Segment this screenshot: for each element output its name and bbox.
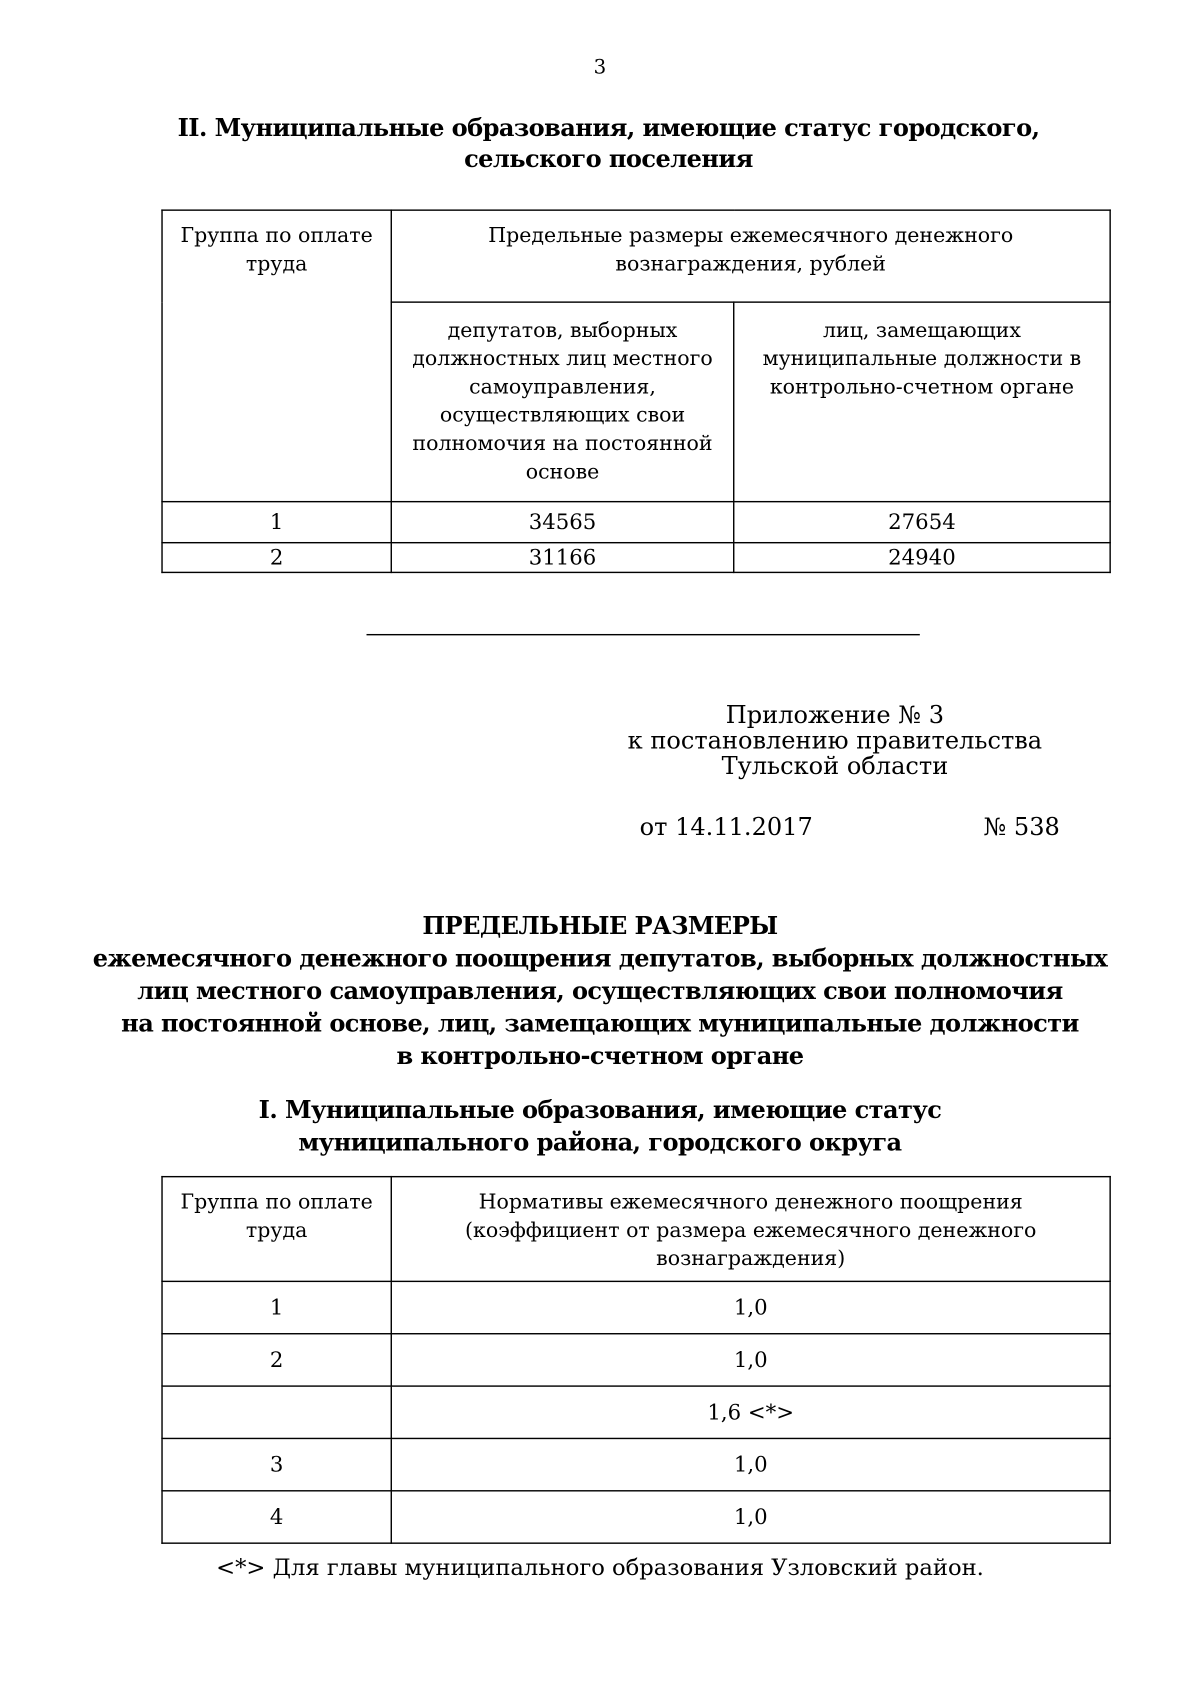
section1-title-line1: I. Муниципальные образования, имеющие статус	[258, 1096, 942, 1126]
cell-group: 2	[162, 1334, 391, 1386]
section2-title-line1: II. Муниципальные образования, имеющие статус городского,	[177, 114, 1040, 143]
table-row	[162, 1491, 1110, 1543]
main-title-line5: в контрольно-счетном органе	[396, 1042, 804, 1072]
approval-date: от 14.11.2017	[639, 813, 813, 842]
section2-table	[161, 209, 1111, 573]
cell-value: 1,0	[391, 1491, 1110, 1543]
section1-title-line2: муниципального района, городского округа	[298, 1129, 902, 1158]
table-row	[162, 1386, 1110, 1438]
cell-control: 24940	[734, 543, 1110, 573]
appendix-line2: к постановлению правительства	[627, 727, 1043, 756]
col-header-group: Группа по оплате труда	[162, 210, 391, 502]
col-header-span: Предельные размеры ежемесячного денежного вознаграждения, рублей	[391, 210, 1110, 302]
cell-value: 1,6 <*>	[391, 1386, 1110, 1438]
cell-group	[162, 1386, 391, 1438]
cell-group: 2	[162, 543, 391, 573]
main-title	[0, 911, 1200, 1074]
col-header-control: лиц, замещающих муниципальные должности в контрольно-счетном органе	[734, 302, 1110, 502]
cell-deputies: 31166	[391, 543, 733, 573]
page-number: 3	[593, 56, 607, 80]
col-header-group: Группа по оплате труда	[162, 1177, 391, 1282]
main-title-line3: лиц местного самоуправления, осуществляющих свои полномочия	[137, 977, 1063, 1007]
cell-group: 4	[162, 1491, 391, 1543]
approval-number: № 538	[983, 813, 1060, 842]
appendix-block	[608, 701, 1061, 782]
section1-title	[0, 1095, 1200, 1160]
footnote: <*> Для главы муниципального образования Узловский район.	[216, 1553, 984, 1581]
col-header-deputies: депутатов, выборных должностных лиц местного самоуправления, осуществляющих свои полномочия на постоянной основе	[391, 302, 733, 502]
section2-title-line2: сельского поселения	[464, 145, 753, 175]
appendix-line1: Приложение № 3	[725, 701, 945, 731]
cell-deputies: 34565	[391, 502, 733, 543]
cell-group: 1	[162, 1281, 391, 1333]
cell-value: 1,0	[391, 1334, 1110, 1386]
appendix-line3: Тульской области	[721, 752, 949, 782]
cell-control: 27654	[734, 502, 1110, 543]
cell-value: 1,0	[391, 1438, 1110, 1490]
section2-title	[113, 113, 1104, 175]
col-header-norm: Нормативы ежемесячного денежного поощрения (коэффициент от размера ежемесячного денежного вознаграждения)	[391, 1177, 1110, 1282]
cell-group: 3	[162, 1438, 391, 1490]
table-row	[162, 1438, 1110, 1490]
main-title-line1: ПРЕДЕЛЬНЫЕ РАЗМЕРЫ	[422, 912, 778, 942]
cell-value: 1,0	[391, 1281, 1110, 1333]
main-title-line2: ежемесячного денежного поощрения депутатов, выборных должностных	[92, 945, 1108, 974]
table-row	[162, 543, 1110, 573]
table-row	[162, 1334, 1110, 1386]
section1-table	[161, 1176, 1111, 1544]
main-title-line4: на постоянной основе, лиц, замещающих муниципальные должности	[121, 1010, 1079, 1039]
separator-line	[367, 634, 920, 635]
cell-group: 1	[162, 502, 391, 543]
table-row	[162, 502, 1110, 543]
table-row	[162, 1281, 1110, 1333]
